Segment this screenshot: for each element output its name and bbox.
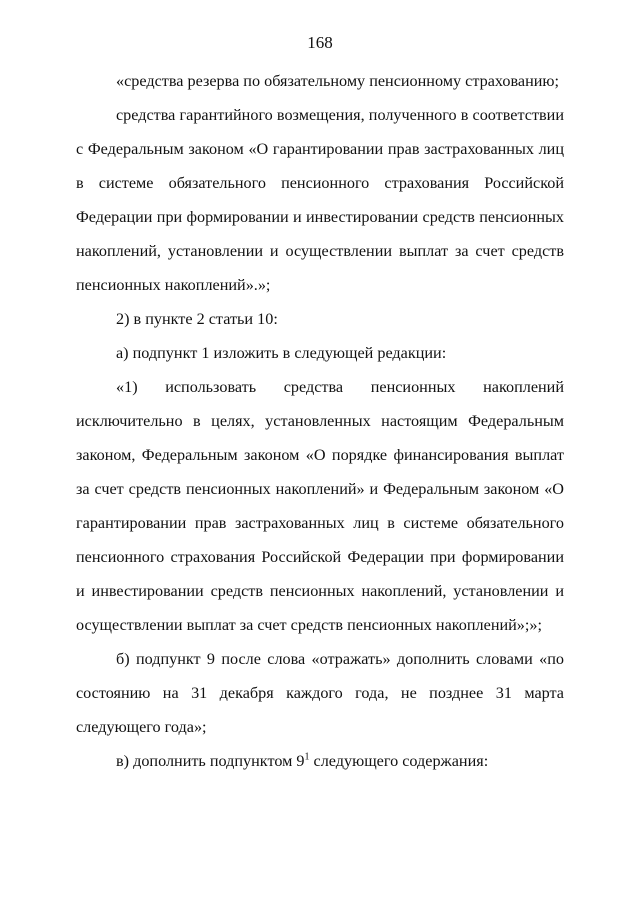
paragraph-subitem-v-after: следующего содержания: [309, 752, 489, 770]
paragraph-reserve-funds: «средства резерва по обязательному пенсионному страхованию; [116, 72, 559, 90]
document-body [76, 64, 564, 778]
page-number: 168 [307, 33, 333, 52]
paragraph-subitem-v [76, 744, 564, 778]
superscript-one: 1 [304, 751, 310, 763]
paragraph-subitem-1-text: «1) использовать средства пенсионных накоплений исключительно в целях, установленных настоящим Федеральным законом, Федеральным законом «О порядке финансирования выплат за счет средств пенсионных накоплений» и Федеральным законом «О гарантировании прав застрахованных лиц в системе обязательного пенсионного страхования Российской Федерации при формировании и инвестировании средств пенсионных накоплений, установлении и осуществлении выплат за счет средств пенсионных накоплений»;»; [76, 378, 564, 634]
paragraph-subitem-v-before: в) дополнить подпунктом 9 [116, 752, 305, 770]
paragraph-subitem-a: а) подпункт 1 изложить в следующей редакции: [116, 344, 447, 362]
paragraph-subitem-b: б) подпункт 9 после слова «отражать» дополнить словами «по состоянию на 31 декабря каждого года, не позднее 31 марта следующего года»; [76, 650, 564, 736]
paragraph-guarantee-compensation: средства гарантийного возмещения, полученного в соответствии с Федеральным законом «О гарантировании прав застрахованных лиц в системе обязательного пенсионного страхования Российской Федерации при формировании и инвестировании средств пенсионных накоплений, установлении и осуществлении выплат за счет средств пенсионных накоплений».»; [76, 106, 564, 294]
paragraph-item-2-article-10: 2) в пункте 2 статьи 10: [116, 310, 278, 328]
